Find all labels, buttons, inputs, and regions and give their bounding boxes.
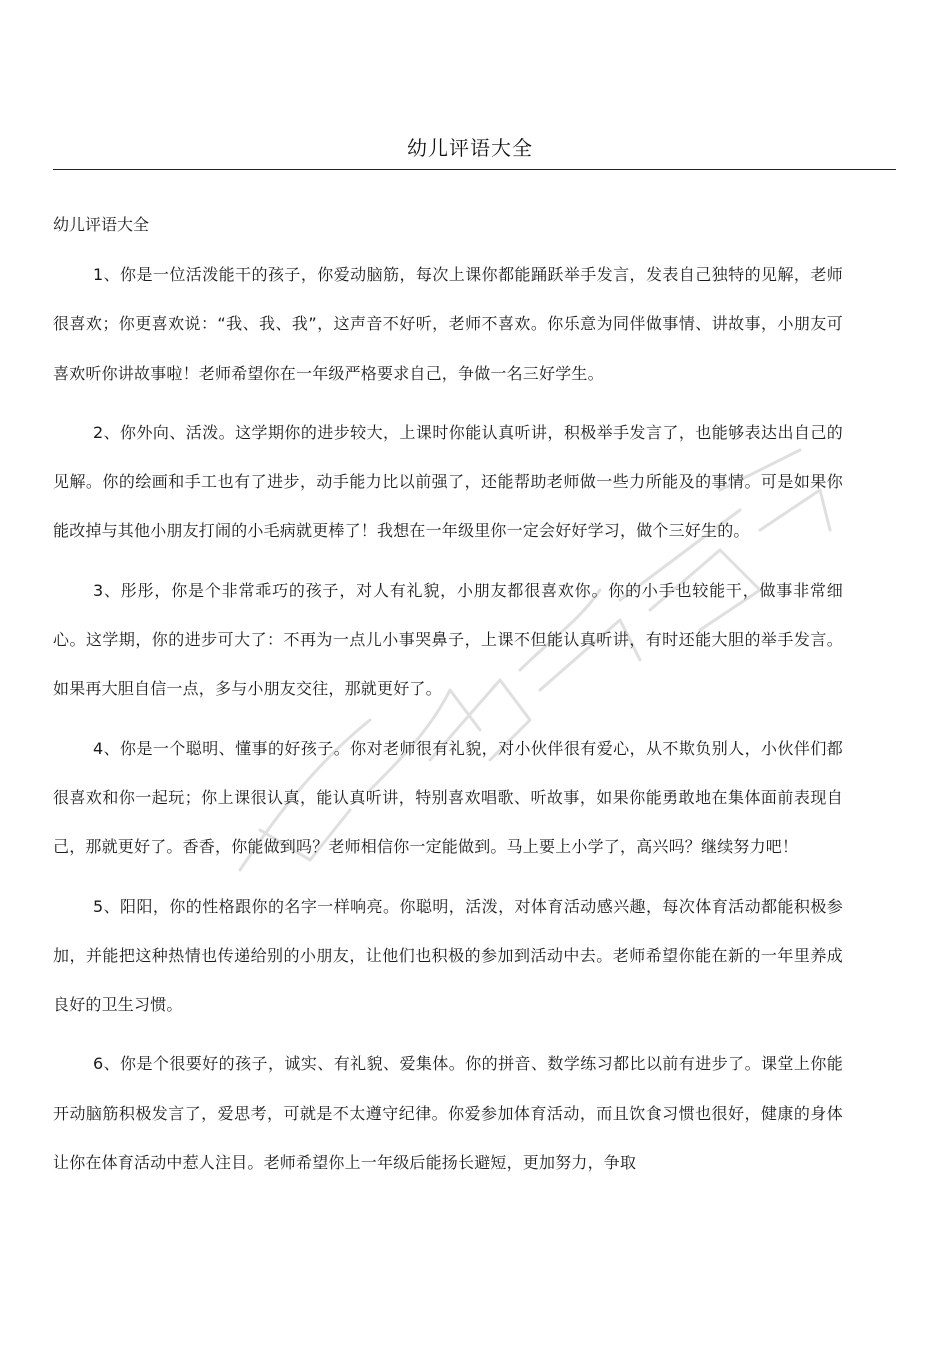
document-body [53,250,843,1197]
paragraph-4: 4、你是一个聪明、懂事的好孩子。你对老师很有礼貌，对小伙伴很有爱心，从不欺负别人，小伙伴们都很喜欢和你一起玩；你上课很认真，能认真听讲，特别喜欢唱歌、听故事，如果你能勇敢地在集体面前表现自己，那就更好了。香香，你能做到吗？老师相信你一定能做到。马上要上小学了，高兴吗？继续努力吧！ [53,738,843,857]
paragraph-2: 2、你外向、活泼。这学期你的进步较大，上课时你能认真听讲，积极举手发言了，也能够表达出自己的见解。你的绘画和手工也有了进步，动手能力比以前强了，还能帮助老师做一些力所能及的事情。可是如果你能改掉与其他小朋友打闹的小毛病就更棒了！我想在一年级里你一定会好好学习，做个三好生的。 [53,422,843,541]
paragraph-6: 6、你是个很要好的孩子，诚实、有礼貌、爱集体。你的拼音、数学练习都比以前有进步了。课堂上你能开动脑筋积极发言了，爱思考，可就是不太遵守纪律。你爱参加体育活动，而且饮食习惯也很好，健康的身体让你在体育活动中惹人注目。老师希望你上一年级后能扬长避短，更加努力，争取 [53,1054,843,1173]
document-subtitle: 幼儿评语大全 [53,215,150,234]
paragraph-5: 5、阳阳，你的性格跟你的名字一样响亮。你聪明，活泼，对体育活动感兴趣，每次体育活动都能积极参加，并能把这种热情也传递给别的小朋友，让他们也积极的参加到活动中去。老师希望你能在新的一年里养成良好的卫生习惯。 [53,896,843,1015]
page-title: 幼儿评语大全 [407,136,533,160]
paragraph-1: 1、你是一位活泼能干的孩子，你爱动脑筋，每次上课你都能踊跃举手发言，发表自己独特的见解，老师很喜欢；你更喜欢说：“我、我、我”，这声音不好听，老师不喜欢。你乐意为同伴做事情、讲故事，小朋友可喜欢听你讲故事啦！老师希望你在一年级严格要求自己，争做一名三好学生。 [53,265,843,383]
title-divider [53,169,896,170]
paragraph-3: 3、彤彤，你是个非常乖巧的孩子，对人有礼貌，小朋友都很喜欢你。你的小手也较能干，做事非常细心。这学期，你的进步可大了：不再为一点儿小事哭鼻子，上课不但能认真听讲，有时还能大胆的举手发言。如果再大胆自信一点，多与小朋友交往，那就更好了。 [53,580,843,699]
